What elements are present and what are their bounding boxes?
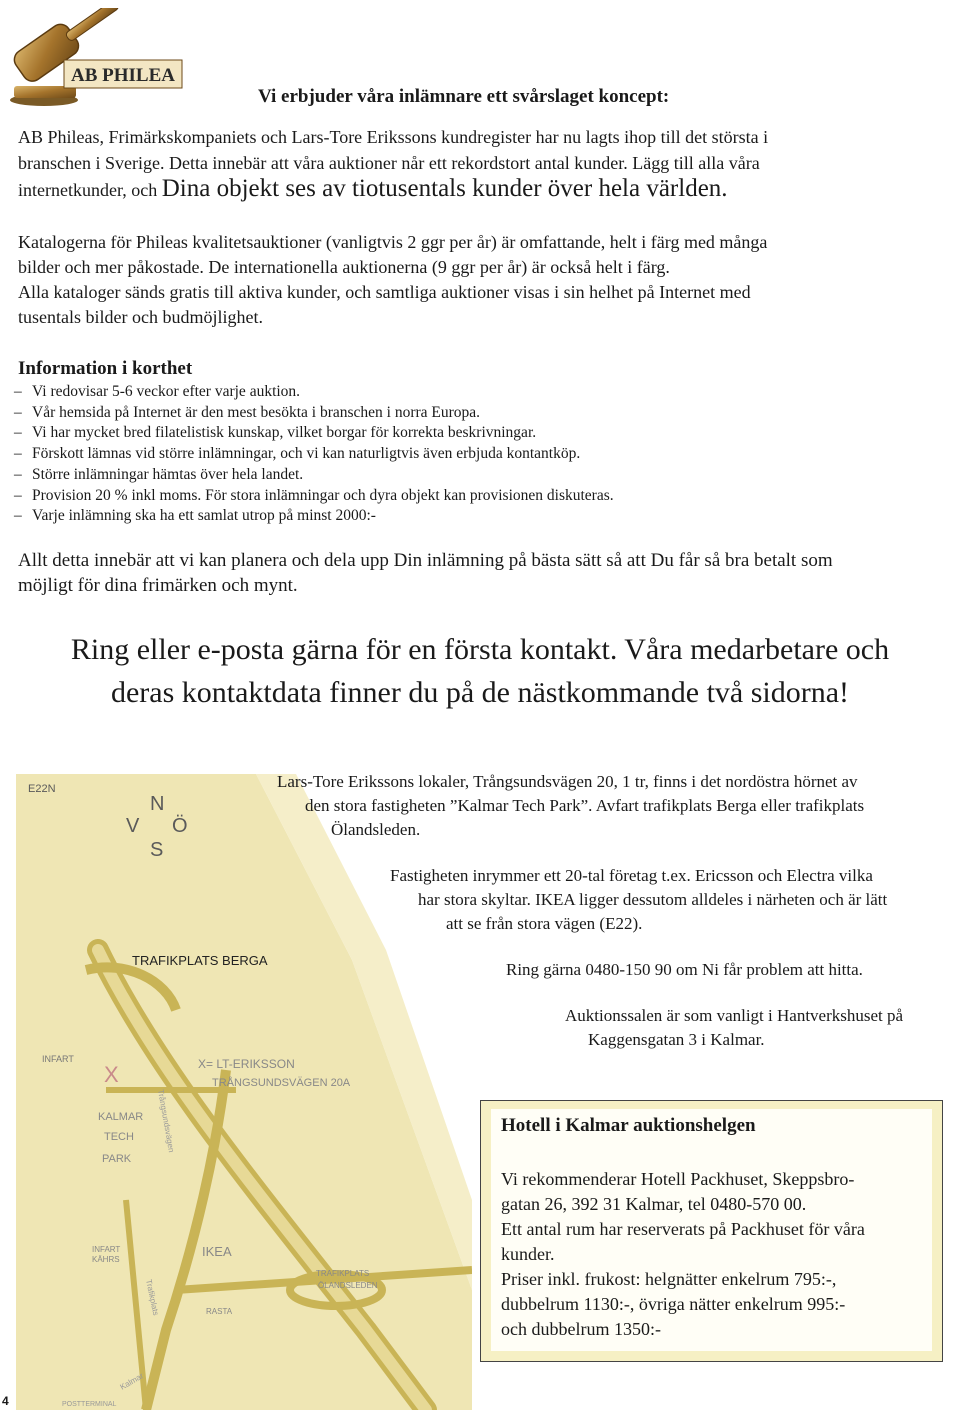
catalog-paragraph [18,230,938,330]
dash: – [14,403,22,421]
legend-line-1: X= LT-ERIKSSON [198,1057,295,1071]
label-trafikplats-berga: TRAFIKPLATS BERGA [132,953,268,968]
intro-line-1: AB Phileas, Frimärkskompaniets och Lars-Tore Erikssons kundregister har nu lagts ihop till det största i [18,127,769,147]
dash: – [14,445,22,463]
catalog-line-2: bilder och mer påkostade. De internationella auktionerna (9 ggr per år) är också helt i färg. [18,257,670,277]
directions-p4-line-2: Kaggensgatan 3 i Kalmar. [588,1030,765,1049]
hotel-title: Hotell i Kalmar auktionshelgen [501,1115,756,1136]
location-marker: X [104,1062,119,1087]
compass-north: N [150,793,165,815]
label-infart-kahrs-1: INFART [92,1245,121,1254]
list-item: – Varje inlämning ska ha ett samlat utrop på minst 2000:- [14,506,934,527]
catalog-line-4: tusentals bilder och budmöjlighet. [18,307,263,327]
directions-p1-line-1: Lars-Tore Erikssons lokaler, Trångsundsvägen 20, 1 tr, finns i det nordöstra hörnet av [277,772,858,791]
summary-line-2: möjligt för dina frimärken och mynt. [18,575,298,596]
dash: – [14,383,22,400]
dash: – [14,424,22,442]
directions-p4-line-1: Auktionssalen är som vanligt i Hantverkshuset på [565,1006,904,1025]
contact-callout-line-2: deras kontaktdata finner du på de nästkommande två sidorna! [110,676,850,709]
list-item: – Förskott lämnas vid större inlämningar, och vi kan naturligtvis även erbjuda kontantköp. [14,444,934,465]
ab-philea-logo [8,8,184,108]
intro-line-3-small: internetkunder, och [18,180,162,200]
label-road-bottom: Kalmar [118,1371,145,1392]
directions-p3: Ring gärna 0480-150 90 om Ni får problem att hitta. [506,960,863,979]
hotel-line-2: gatan 26, 392 31 Kalmar, tel 0480-570 00. [501,1194,807,1214]
hotel-line-5: Priser inkl. frukost: helgnätter enkelrum 795:-, [501,1269,837,1289]
hotel-body [501,1167,921,1342]
label-trafikplats-olandsleden-2: ÖLANDSLEDEN [318,1281,378,1290]
dash: – [14,486,22,504]
label-trafikplats-olandsleden-1: TRAFIKPLATS [316,1269,370,1278]
info-list [14,382,934,527]
label-bottom: POSTTERMINAL [62,1401,117,1408]
summary-paragraph [18,548,938,598]
label-ikea: IKEA [202,1244,232,1259]
compass-south: S [150,839,164,861]
compass-east: Ö [172,815,188,837]
intro-line-3-emphasis: Dina objekt ses av tiotusentals kunder över hela världen. [161,175,728,202]
logo-text: AB PHILEA [71,65,175,86]
directions-p2-line-1: Fastigheten inrymmer ett 20-tal företag t.ex. Ericsson och Electra vilka [390,866,873,885]
label-road-vallstrom: Trafikplats [144,1278,161,1317]
label-infart: INFART [42,1054,74,1064]
directions-p2-line-2: har stora skyltar. IKEA ligger dessutom alldeles i närheten och är lätt [418,890,888,909]
label-road-trangsund: Trångsundsvägen [156,1088,176,1154]
headline: Vi erbjuder våra inlämnare ett svårslaget koncept: [258,86,670,107]
directions-p1-line-2: den stora fastigheten ”Kalmar Tech Park”. Avfart trafikplats Berga eller trafikplats [305,796,865,815]
hotel-line-4: kunder. [501,1244,555,1264]
label-rasta: RASTA [206,1307,233,1316]
hotel-line-7: och dubbelrum 1350:- [501,1319,661,1339]
catalog-line-3: Alla kataloger sänds gratis till aktiva kunder, och samtliga auktioner visas i sin helhet på Internet med [18,282,751,302]
road-sign-label: E22N [28,783,56,795]
hotel-line-1: Vi rekommenderar Hotell Packhuset, Skeppsbro- [501,1169,855,1189]
intro-paragraph [18,124,938,203]
label-tech-park-1: KALMAR [98,1111,144,1123]
contact-callout [0,628,960,714]
label-tech-park-3: PARK [102,1153,132,1165]
summary-line-1: Allt detta innebär att vi kan planera och dela upp Din inlämning på bästa sätt så att Du får så bra betalt som [18,550,833,571]
hotel-line-3: Ett antal rum har reserverats på Packhuset för våra [501,1219,865,1239]
list-item: – Större inlämningar hämtas över hela landet. [14,465,934,486]
list-item: – Vi redovisar 5-6 veckor efter varje auktion. [14,382,934,403]
legend-line-2: TRÅNGSUNDSVÄGEN 20A [212,1077,351,1089]
list-item: – Vi har mycket bred filatelistisk kunskap, vilket borgar för korrekta beskrivningar. [14,423,934,444]
intro-line-2: branschen i Sverige. Detta innebär att våra auktioner når ett rekordstort antal kunder. Lägg till alla våra [18,153,760,173]
label-tech-park-2: TECH [104,1131,134,1143]
catalog-line-1: Katalogerna för Phileas kvalitetsauktioner (vanligtvis 2 ggr per år) är omfattande, helt i färg med många [18,232,768,252]
hotel-line-6: dubbelrum 1130:-, övriga nätter enkelrum 995:- [501,1294,846,1314]
contact-callout-line-1: Ring eller e-posta gärna för en första kontakt. Våra medarbetare och [70,633,890,666]
hotel-box [480,1100,943,1362]
list-item: – Vår hemsida på Internet är den mest besökta i branschen i norra Europa. [14,403,934,424]
info-title: Information i korthet [18,358,193,379]
directions-p2-line-3: att se från stora vägen (E22). [446,914,643,933]
list-item: – Provision 20 % inkl moms. För stora inlämningar och dyra objekt kan provisionen diskuteras. [14,486,934,507]
label-infart-kahrs-2: KÄHRS [92,1255,120,1264]
dash: – [14,465,22,483]
dash: – [14,507,22,525]
page-number: 4 [2,1394,9,1408]
compass-west: V [126,815,140,837]
directions-p1-line-3: Ölandsleden. [331,820,421,839]
intro-line-3 [18,176,938,203]
